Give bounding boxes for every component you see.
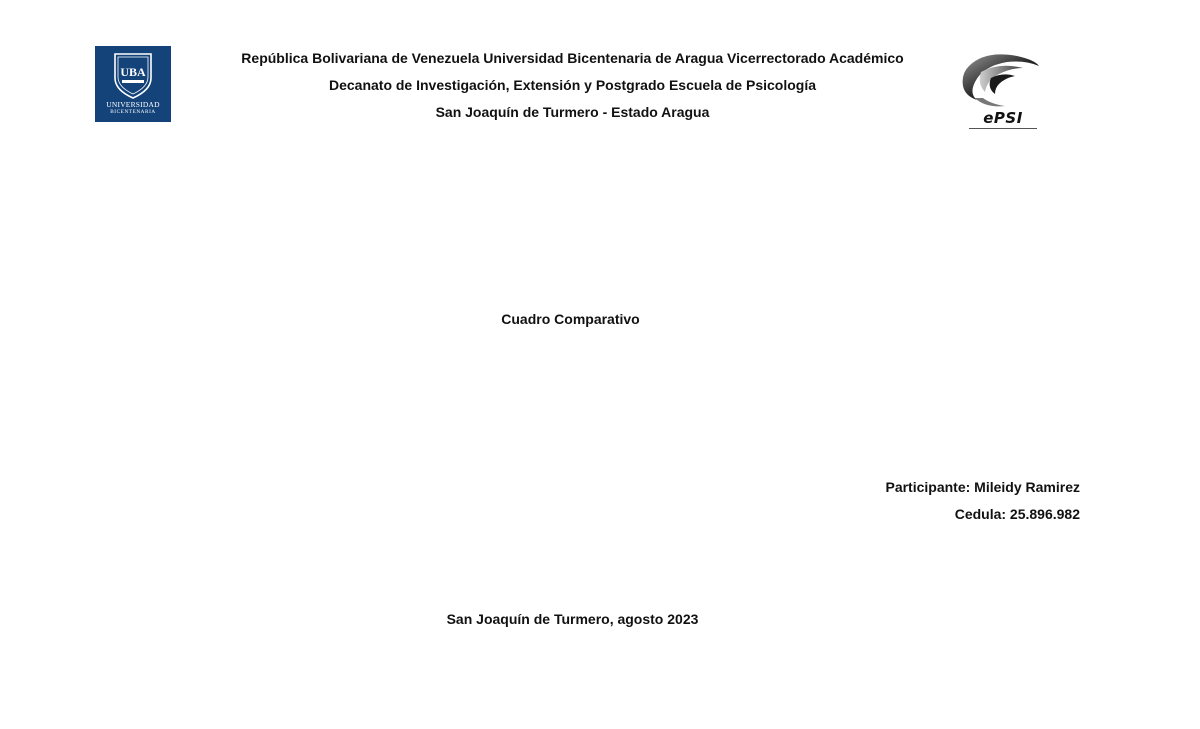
place-and-date: San Joaquín de Turmero, agosto 2023 xyxy=(446,611,699,627)
uba-logo xyxy=(95,46,171,122)
uba-logo-text-2: BICENTENARIA xyxy=(110,109,156,115)
epsi-logo xyxy=(955,52,1045,132)
header-line-1: República Bolivariana de Venezuela Universidad Bicentenaria de Aragua Vicerrectorado Académico xyxy=(241,50,904,66)
participant-info xyxy=(885,474,1080,528)
institution-header xyxy=(200,45,945,126)
epsi-swoosh-icon xyxy=(955,52,1045,112)
header-line-3: San Joaquín de Turmero - Estado Aragua xyxy=(435,104,710,120)
header-line-2: Decanato de Investigación, Extensión y Postgrado Escuela de Psicología xyxy=(328,77,817,93)
document-title: Cuadro Comparativo xyxy=(501,311,640,327)
uba-logo-text-1: UNIVERSIDAD xyxy=(106,100,160,109)
participant-id: Cedula: 25.896.982 xyxy=(954,506,1080,522)
epsi-logo-text: ePSI xyxy=(983,109,1023,127)
epsi-logo-underline xyxy=(969,128,1037,129)
participant-name: Participante: Mileidy Ramirez xyxy=(885,479,1080,495)
uba-logo-abbr: UBA xyxy=(120,65,146,79)
